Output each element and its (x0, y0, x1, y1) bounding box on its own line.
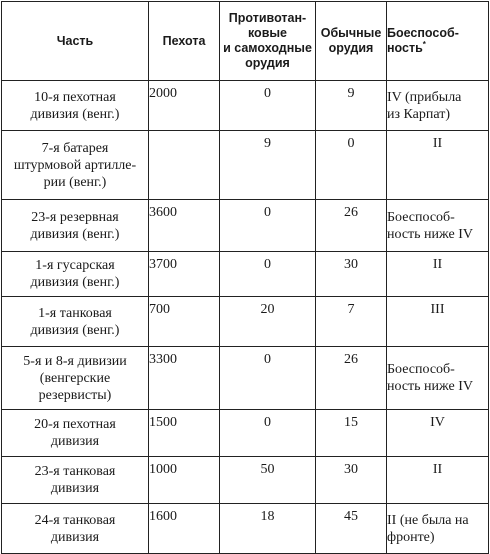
unit-cell: 24-я танковая дивизия (2, 504, 149, 554)
footnote-mark: * (422, 39, 426, 49)
guns-cell: 45 (316, 504, 387, 554)
header-antitank: Противотан- ковые и самоходные орудия (220, 2, 316, 81)
guns-cell: 26 (316, 200, 387, 252)
antitank-cell: 9 (220, 131, 316, 200)
antitank-cell: 0 (220, 347, 316, 410)
unit-cell: 23-я резервная дивизия (венг.) (2, 200, 149, 252)
guns-cell: 0 (316, 131, 387, 200)
readiness-cell: III (387, 297, 489, 347)
header-row (2, 2, 489, 81)
infantry-cell: 700 (149, 297, 220, 347)
unit-cell: 1-я танковая дивизия (венг.) (2, 297, 149, 347)
guns-cell: 7 (316, 297, 387, 347)
readiness-cell: II (387, 131, 489, 200)
infantry-cell: 3600 (149, 200, 220, 252)
unit-cell: 10-я пехотная дивизия (венг.) (2, 81, 149, 131)
table-row (2, 200, 489, 252)
guns-cell: 30 (316, 252, 387, 297)
antitank-cell: 50 (220, 457, 316, 504)
units-table (1, 1, 489, 554)
guns-cell: 15 (316, 410, 387, 457)
table-row (2, 410, 489, 457)
header-infantry: Пехота (149, 2, 220, 81)
readiness-cell: IV (прибыла из Карпат) (387, 81, 489, 131)
readiness-cell: II (387, 252, 489, 297)
antitank-cell: 0 (220, 81, 316, 131)
antitank-cell: 0 (220, 200, 316, 252)
unit-cell: 5-я и 8-я дивизии (венгерские резервисты) (2, 347, 149, 410)
infantry-cell (149, 131, 220, 200)
readiness-cell: II (не была на фронте) (387, 504, 489, 554)
infantry-cell: 3700 (149, 252, 220, 297)
antitank-cell: 0 (220, 410, 316, 457)
readiness-cell: IV (387, 410, 489, 457)
guns-cell: 30 (316, 457, 387, 504)
infantry-cell: 1600 (149, 504, 220, 554)
antitank-cell: 18 (220, 504, 316, 554)
unit-cell: 20-я пехотная дивизия (2, 410, 149, 457)
table-row (2, 347, 489, 410)
table-row (2, 297, 489, 347)
readiness-cell: II (387, 457, 489, 504)
infantry-cell: 1500 (149, 410, 220, 457)
infantry-cell: 3300 (149, 347, 220, 410)
unit-cell: 7-я батарея штурмовой артилле- рии (венг.) (2, 131, 149, 200)
antitank-cell: 0 (220, 252, 316, 297)
antitank-cell: 20 (220, 297, 316, 347)
header-guns: Обычные орудия (316, 2, 387, 81)
header-unit: Часть (2, 2, 149, 81)
table-row (2, 252, 489, 297)
table-row (2, 504, 489, 554)
unit-cell: 1-я гусарская дивизия (венг.) (2, 252, 149, 297)
infantry-cell: 2000 (149, 81, 220, 131)
readiness-cell: Боеспособ- ность ниже IV (387, 347, 489, 410)
header-readiness: Боеспособ- ность* (387, 2, 489, 81)
table-row (2, 131, 489, 200)
guns-cell: 9 (316, 81, 387, 131)
readiness-cell: Боеспособ- ность ниже IV (387, 200, 489, 252)
table-row (2, 81, 489, 131)
infantry-cell: 1000 (149, 457, 220, 504)
table-row (2, 457, 489, 504)
guns-cell: 26 (316, 347, 387, 410)
unit-cell: 23-я танковая дивизия (2, 457, 149, 504)
